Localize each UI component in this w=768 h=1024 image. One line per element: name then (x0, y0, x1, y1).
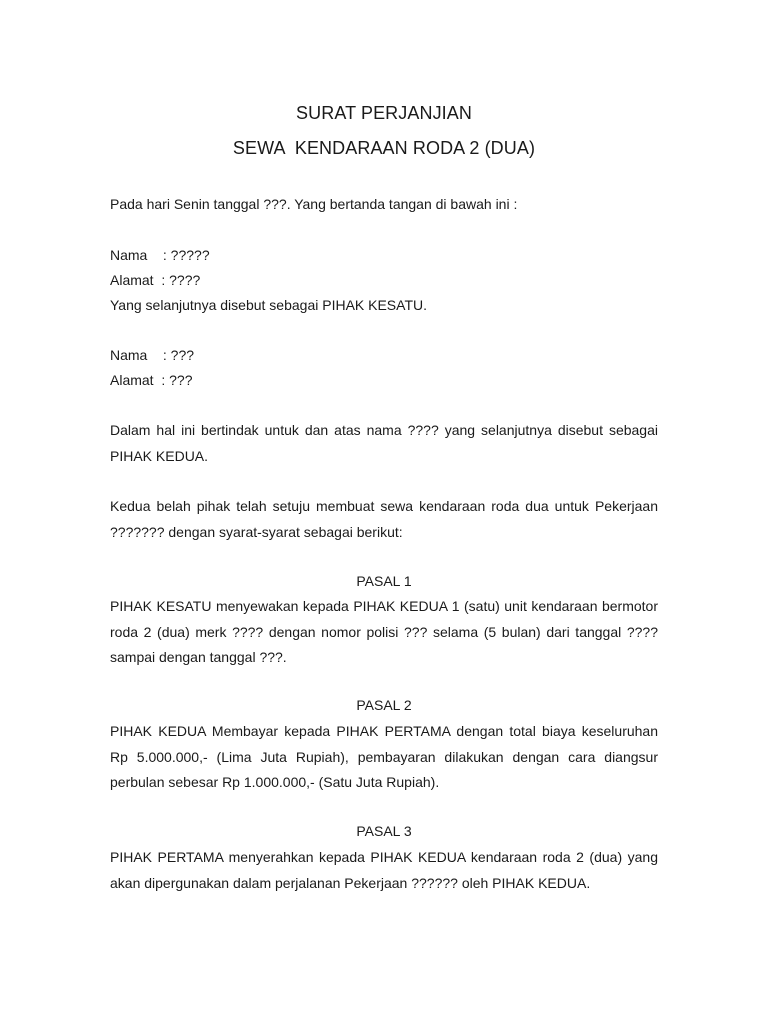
pasal2-text: PIHAK KEDUA Membayar kepada PIHAK PERTAMA dengan total biaya keseluruhan Rp 5.000.000,- (Lima Juta Rupiah), pembayaran dilakukan dengan cara diangsur perbulan sebesar Rp 1.000.000,- (Satu Juta Rupiah). (110, 723, 658, 790)
pasal3-text: PIHAK PERTAMA menyerahkan kepada PIHAK KEDUA kendaraan roda 2 (dua) yang akan dipergunakan dalam perjalanan Pekerjaan ?????? oleh PIHAK KEDUA. (110, 849, 658, 891)
party1-note: Yang selanjutnya disebut sebagai PIHAK KESATU. (110, 297, 427, 313)
party2-nama: Nama : ??? (110, 347, 195, 363)
pasal1-text: PIHAK KESATU menyewakan kepada PIHAK KEDUA 1 (satu) unit kendaraan bermotor roda 2 (dua) merk ???? dengan nomor polisi ??? selama (5 bulan) dari tanggal ???? sampai dengan tanggal ???. (110, 598, 658, 665)
party1-nama: Nama : ????? (110, 247, 210, 263)
document-title: SURAT PERJANJIAN (296, 103, 472, 123)
pasal2-heading: PASAL 2 (356, 697, 412, 713)
pasal1-heading: PASAL 1 (356, 573, 412, 589)
pasal3-heading: PASAL 3 (356, 823, 412, 839)
intro-text: Pada hari Senin tanggal ???. Yang bertanda tangan di bawah ini : (110, 196, 518, 212)
party2-note: Dalam hal ini bertindak untuk dan atas nama ???? yang selanjutnya disebut sebagai PIHAK KEDUA. (110, 422, 658, 464)
document-subtitle: SEWA KENDARAAN RODA 2 (DUA) (232, 138, 536, 158)
party2-alamat: Alamat : ??? (110, 372, 193, 388)
party1-alamat: Alamat : ???? (110, 272, 201, 288)
agreement-text: Kedua belah pihak telah setuju membuat sewa kendaraan roda dua untuk Pekerjaan ??????? dengan syarat-syarat sebagai berikut: (110, 498, 658, 540)
